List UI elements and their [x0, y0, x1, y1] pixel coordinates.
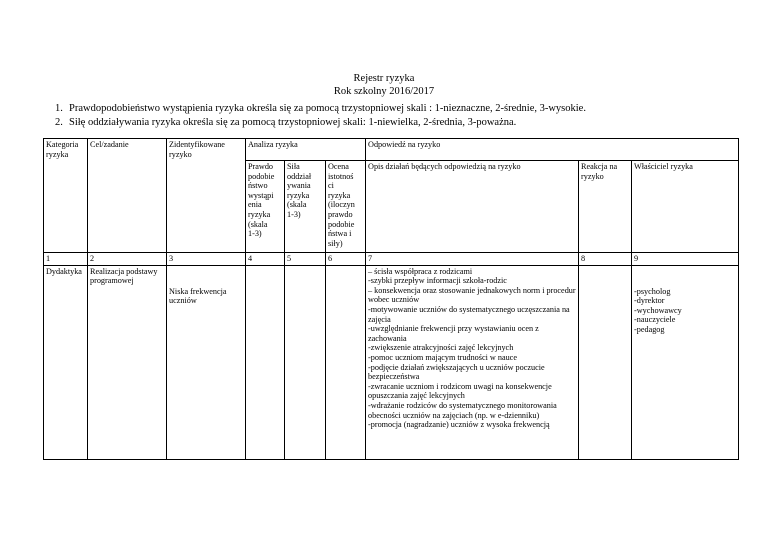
column-number: 9 [632, 253, 739, 266]
header-prawdopodobienstwo: Prawdo podobie ństwo wystąpi enia ryzyka (skala 1-3) [246, 161, 285, 253]
table-row [44, 265, 739, 459]
cell-kategoria: Dydaktyka [44, 265, 88, 459]
header-row [44, 139, 739, 161]
column-number-row [44, 253, 739, 266]
document-title: Rejestr ryzyka [353, 73, 415, 84]
cell-text: Niska frekwencja uczniów [169, 286, 227, 306]
cell-reakcja [579, 265, 632, 459]
scale-definitions [55, 102, 755, 130]
cell-sila [285, 265, 326, 459]
document-subtitle: Rok szkolny 2016/2017 [333, 86, 435, 97]
header-label: Odpowiedź na ryzyko [368, 140, 441, 149]
column-number: 5 [285, 253, 326, 266]
column-number: 3 [167, 253, 246, 266]
cell-text: -psycholog -dyrektor -wychowawcy -nauczyciele -pedagog [634, 286, 682, 334]
column-number: 2 [88, 253, 167, 266]
column-number: 4 [246, 253, 285, 266]
header-odpowiedz [366, 139, 739, 161]
header-label: Kategoria ryzyka [46, 140, 79, 159]
header-reakcja: Reakcja na ryzyko [579, 161, 632, 253]
column-number: 8 [579, 253, 632, 266]
cell-wlasciciel [632, 265, 739, 459]
header-analiza [246, 139, 366, 161]
header-sila: Siła oddział ywania ryzyka (skala 1-3) [285, 161, 326, 253]
header-label: Zidentyfikowane ryzyko [169, 140, 225, 159]
scale-definition-probability [55, 102, 755, 116]
header-wlasciciel: Właściciel ryzyka [632, 161, 739, 253]
header-cel [88, 139, 167, 253]
cell-cel: Realizacja podstawy programowej [88, 265, 167, 459]
list-text: Siłę oddziaływania ryzyka określa się za pomocą trzystopniowej skali: 1-niewielka, 2-średnia, 3-poważna. [69, 117, 517, 128]
list-number: 2. [55, 117, 63, 128]
column-number: 6 [326, 253, 366, 266]
scale-definition-impact [55, 116, 755, 130]
column-number: 1 [44, 253, 88, 266]
list-text: Prawdopodobieństwo wystąpienia ryzyka określa się za pomocą trzystopniowej skali : 1-nieznaczne, 2-średnie, 3-wysokie. [69, 103, 586, 114]
column-number: 7 [366, 253, 579, 266]
header-opis: Opis działań będących odpowiedzią na ryzyko [366, 161, 579, 253]
header-kategoria [44, 139, 88, 253]
risk-register-table [43, 138, 739, 460]
cell-opis: – ścisła współpraca z rodzicami -szybki przepływ informacji szkoła-rodzic – konsekwencja oraz stosowanie jednakowych norm i procedur wobec uczniów -motywowanie uczniów do systematycznego uczęszczania na zajęcia -uwzględnianie frekwencji przy wystawianiu ocen z zachowania -zwiększenie atrakcyjności zajęć lekcyjnych -pomoc uczniom mającym trudności w nauce -podjęcie działań zwiększających u uczniów poczucie bezpieczeństwa -zwracanie uczniom i rodzicom uwagi na konsekwencje opuszczania zajęć lekcyjnych -wdrażanie rodziców do systematycznego monitorowania obecności uczniów na zajęciach (np. w e-dzienniku) -promocja (nagradzanie) uczniów z wysoka frekwencją [366, 265, 579, 459]
list-number: 1. [55, 103, 63, 114]
cell-zidentyfikowane [167, 265, 246, 459]
header-zidentyfikowane [167, 139, 246, 253]
header-ocena: Ocena istotnoś ci ryzyka (iloczyn prawdo podobie ństwa i siły) [326, 161, 366, 253]
header-label: Analiza ryzyka [248, 140, 298, 149]
cell-prawdopodobienstwo [246, 265, 285, 459]
header-label: Cel/zadanie [90, 140, 129, 149]
cell-ocena [326, 265, 366, 459]
